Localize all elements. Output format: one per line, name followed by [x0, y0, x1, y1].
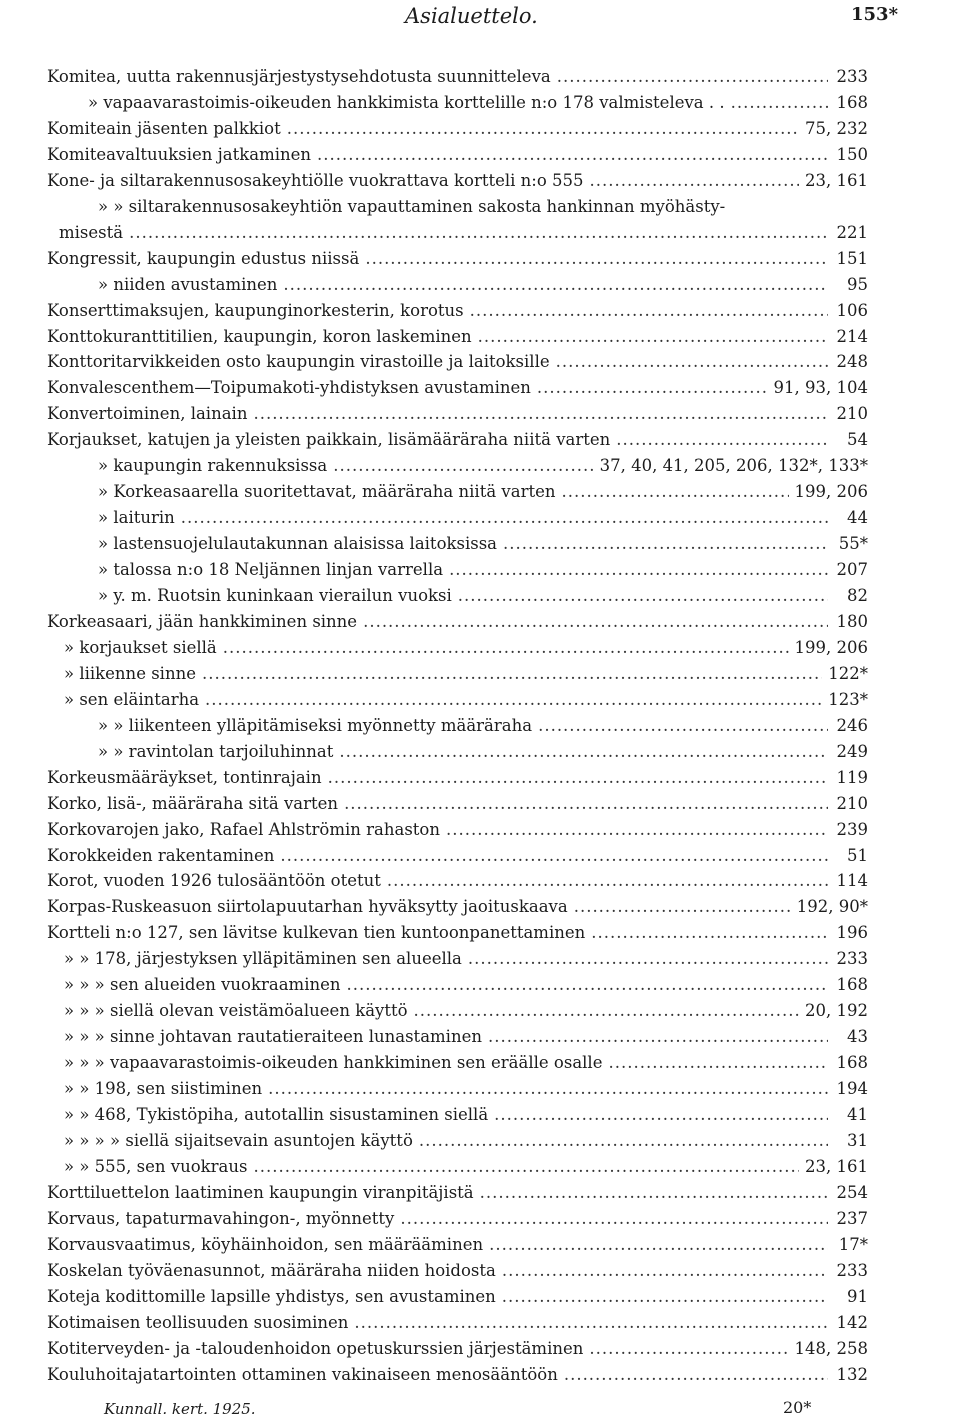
dot-leader [478, 324, 828, 350]
index-entry [47, 401, 868, 427]
index-entry [98, 739, 868, 765]
footer-signature: 20* [783, 1398, 812, 1417]
entry-page-ref: 246 [836, 715, 868, 735]
entry-text: Koteja kodittomille lapsille yhdistys, sen avustaminen [47, 1286, 496, 1306]
entry-page-ref: 23, 161 [805, 1156, 868, 1176]
index-entry [47, 168, 868, 194]
page-number: 153* [851, 4, 898, 25]
entry-page-ref: 142 [836, 1312, 868, 1332]
index-entry [47, 791, 868, 817]
dot-leader [419, 1128, 828, 1154]
dot-leader [354, 1310, 828, 1336]
index-entry [98, 713, 868, 739]
index-entry [64, 998, 868, 1024]
entry-page-ref: 82 [847, 586, 868, 605]
entry-text: Komitea, uutta rakennusjärjestystysehdotusta suunnitteleva [47, 67, 551, 86]
index-entry [64, 972, 868, 998]
index-entry [47, 1284, 868, 1310]
entry-page-ref: 210 [836, 793, 868, 813]
dot-leader [564, 1362, 828, 1388]
entry-text: » » » sinne johtavan rautatieraiteen lunastaminen [64, 1027, 482, 1047]
entry-text: Kone- ja siltarakennusosakeyhtiölle vuokrattava kortteli n:o 555 [47, 170, 584, 190]
index-entry [47, 298, 868, 324]
entry-page-ref: 150 [836, 144, 868, 164]
entry-text: Konvertoiminen, lainain [47, 404, 248, 424]
entry-page-ref: 54 [847, 430, 868, 450]
index-entry [98, 272, 868, 298]
entry-text: Korjaukset, katujen ja yleisten paikkain, lisämääräraha niitä varten [47, 430, 611, 450]
dot-leader [537, 375, 768, 401]
dot-leader [339, 739, 828, 765]
dot-leader [489, 1232, 828, 1258]
entry-text: » » » sen alueiden vuokraaminen [64, 975, 341, 995]
dot-leader [591, 920, 828, 946]
entry-text: » » 468, Tykistöpiha, autotallin sisustaminen siellä [64, 1105, 489, 1124]
dot-leader [287, 116, 799, 142]
entry-text: Korvaus, tapaturmavahingon-, myönnetty [47, 1208, 395, 1228]
dot-leader [202, 661, 822, 687]
entry-page-ref: 91 [847, 1286, 868, 1306]
index-entry [64, 1050, 868, 1076]
dot-leader [557, 64, 828, 90]
entry-text: » kaupungin rakennuksissa [98, 456, 328, 476]
entry-text: Korkeasaari, jään hankkiminen sinne [47, 611, 358, 631]
entry-text: Konttokuranttitilien, kaupungin, koron laskeminen [47, 326, 472, 346]
entry-page-ref: 148, 258 [794, 1338, 868, 1358]
entry-page-ref: 151 [836, 248, 868, 268]
dot-leader [574, 894, 791, 920]
dot-leader [365, 246, 828, 272]
index-entry [47, 1258, 868, 1284]
entry-page-ref: 20, 192 [805, 1001, 868, 1021]
index-entry [47, 1180, 868, 1206]
dot-leader [502, 1258, 828, 1284]
page-header [0, 4, 960, 34]
entry-text: Korpas-Ruskeasuon siirtolapuutarhan hyväksytty jaoituskaava [47, 897, 568, 917]
entry-page-ref: 168 [836, 975, 868, 995]
entry-page-ref: 207 [836, 560, 868, 580]
dot-leader [502, 1284, 828, 1310]
entry-text: » liikenne sinne [64, 663, 196, 683]
index-entry [88, 90, 868, 116]
dot-leader [333, 453, 593, 479]
dot-leader [205, 687, 822, 713]
entry-page-ref: 233 [836, 67, 868, 86]
dot-leader [470, 298, 828, 324]
dot-leader [503, 531, 828, 557]
index-entry [59, 220, 868, 246]
entry-page-ref: 119 [836, 767, 868, 787]
entry-text: » niiden avustaminen [98, 274, 278, 294]
entry-page-ref: 123* [828, 689, 868, 709]
entry-page-ref: 55* [838, 534, 868, 554]
index-entry [47, 1362, 868, 1388]
entry-page-ref: 196 [836, 923, 868, 943]
entry-text: » » 198, sen siistiminen [64, 1079, 263, 1099]
dot-leader [268, 1076, 828, 1102]
dot-leader [129, 220, 828, 246]
entry-text: » » ravintolan tarjoiluhinnat [98, 741, 334, 761]
dot-leader [589, 1336, 788, 1362]
entry-page-ref: 41 [847, 1105, 868, 1124]
index-entry [98, 531, 868, 557]
dot-leader [468, 946, 828, 972]
index-entry [47, 64, 868, 90]
dot-leader [317, 142, 828, 168]
entry-text: Korot, vuoden 1926 tulosääntöön otetut [47, 871, 381, 891]
index-entry [47, 246, 868, 272]
dot-leader [494, 1102, 828, 1128]
index-entry [47, 868, 868, 894]
entry-text: » » 555, sen vuokraus [64, 1156, 248, 1176]
entry-page-ref: 122* [828, 663, 868, 683]
entry-page-ref: 254 [836, 1182, 868, 1202]
entry-text: Konttoritarvikkeiden osto kaupungin virastoille ja laitoksille [47, 352, 550, 372]
entry-text: » y. m. Ruotsin kuninkaan vierailun vuoksi [98, 586, 452, 605]
index-entry [64, 661, 868, 687]
dot-leader [480, 1180, 828, 1206]
index-entry [47, 1232, 868, 1258]
entry-page-ref: 132 [836, 1364, 868, 1384]
index-entry [47, 894, 868, 920]
dot-leader [616, 427, 828, 453]
entry-text: » » » siellä olevan veistämöalueen käyttö [64, 1001, 408, 1021]
entry-page-ref: 249 [836, 741, 868, 761]
entry-page-ref: 194 [836, 1079, 868, 1099]
dot-leader [556, 349, 828, 375]
dot-leader [223, 635, 789, 661]
dot-leader [363, 609, 828, 635]
entry-page-ref: 17* [838, 1234, 868, 1254]
index-entry [98, 505, 868, 531]
entry-page-ref: 233 [836, 949, 868, 969]
index-entry [64, 1154, 868, 1180]
dot-leader [328, 765, 828, 791]
dot-leader [253, 1154, 799, 1180]
entry-page-ref: 192, 90* [796, 897, 868, 917]
index-entry [47, 349, 868, 375]
entry-text: » » liikenteen ylläpitämiseksi myönnetty määräraha [98, 715, 533, 735]
index-entry [64, 1102, 868, 1128]
dot-leader [590, 168, 799, 194]
entry-page-ref: 214 [836, 326, 868, 346]
entry-page-ref: 199, 206 [794, 637, 868, 657]
index-entry [64, 1076, 868, 1102]
entry-page-ref: 51 [847, 845, 868, 865]
entry-text: Koskelan työväenasunnot, määräraha niiden hoidosta [47, 1260, 496, 1280]
entry-text: » vapaavarastoimis-oikeuden hankkimista korttelille n:o 178 valmisteleva . . [88, 92, 725, 112]
index-entry [64, 1024, 868, 1050]
index-entry [47, 116, 868, 142]
index-entry [64, 946, 868, 972]
entry-page-ref: 168 [836, 1053, 868, 1073]
dot-leader [608, 1050, 828, 1076]
entry-text: » » » » siellä sijaitsevain asuntojen käyttö [64, 1130, 413, 1150]
entry-page-ref: 43 [847, 1027, 868, 1047]
dot-leader [458, 583, 828, 609]
index-entry [47, 427, 868, 453]
index-entry [64, 635, 868, 661]
entry-text: » » 178, järjestyksen ylläpitäminen sen alueella [64, 949, 462, 969]
running-title: Asialuettelo. [405, 4, 538, 28]
entry-page-ref: 23, 161 [805, 170, 868, 190]
entry-page-ref: 239 [836, 819, 868, 839]
index-entry [64, 1128, 868, 1154]
index-entry [47, 1310, 868, 1336]
dot-leader [400, 1206, 828, 1232]
entry-text: Korttiluettelon laatiminen kaupungin viranpitäjistä [47, 1182, 474, 1202]
index-entry [47, 817, 868, 843]
entry-text: Kouluhoitajatartointen ottaminen vakinaiseen menosääntöön [47, 1364, 558, 1384]
entry-page-ref: 44 [847, 508, 868, 528]
index-entry [47, 1336, 868, 1362]
index-entry [98, 583, 868, 609]
page-footer [0, 1396, 960, 1426]
index-entry [98, 557, 868, 583]
entry-page-ref: 91, 93, 104 [773, 378, 868, 398]
dot-leader [731, 90, 828, 116]
entry-page-ref: 210 [836, 404, 868, 424]
entry-text: Komiteain jäsenten palkkiot [47, 118, 281, 138]
entry-text: Kortteli n:o 127, sen lävitse kulkevan tien kuntoonpanettaminen [47, 923, 586, 943]
entry-page-ref: 248 [836, 352, 868, 372]
entry-text: » » » vapaavarastoimis-oikeuden hankkiminen sen eräälle osalle [64, 1053, 603, 1073]
entry-page-ref: 180 [836, 611, 868, 631]
entry-page-ref: 106 [836, 300, 868, 320]
entry-text: » laiturin [98, 508, 175, 528]
index-entry [47, 765, 868, 791]
entry-text: » lastensuojelulautakunnan alaisissa laitoksissa [98, 534, 498, 554]
index-entry [98, 194, 868, 220]
index-entry [98, 453, 868, 479]
dot-leader [253, 401, 828, 427]
entry-page-ref: 75, 232 [805, 118, 868, 138]
index-entry [47, 609, 868, 635]
entry-page-ref: 221 [836, 222, 868, 242]
entry-text: » sen eläintarha [64, 689, 200, 709]
entry-text: Konserttimaksujen, kaupunginorkesterin, korotus [47, 300, 464, 320]
entry-page-ref: 168 [836, 92, 868, 112]
dot-leader [181, 505, 828, 531]
entry-page-ref: 237 [836, 1208, 868, 1228]
index-entry [47, 920, 868, 946]
dot-leader [387, 868, 828, 894]
index-entry [47, 1206, 868, 1232]
index-entry [64, 687, 868, 713]
entry-text: Korko, lisä-, määräraha sitä varten [47, 793, 339, 813]
entry-page-ref: 37, 40, 41, 205, 206, 132*, 133* [599, 456, 868, 476]
entry-page-ref: 233 [836, 1260, 868, 1280]
entry-text: Kongressit, kaupungin edustus niissä [47, 248, 360, 268]
entry-text: Komiteavaltuuksien jatkaminen [47, 144, 312, 164]
entry-page-ref: 31 [847, 1130, 868, 1150]
index-entry [98, 479, 868, 505]
dot-leader [347, 972, 829, 998]
entry-text: » talossa n:o 18 Neljännen linjan varrella [98, 560, 444, 580]
entry-page-ref: 95 [847, 274, 868, 294]
entry-text: Korkovarojen jako, Rafael Ahlströmin rahaston [47, 819, 440, 839]
entry-text: Korokkeiden rakentaminen [47, 845, 275, 865]
index-entry [47, 142, 868, 168]
entry-text: misestä [59, 222, 124, 242]
entry-page-ref: 114 [836, 871, 868, 891]
dot-leader [344, 791, 828, 817]
entry-text: » korjaukset siellä [64, 637, 217, 657]
dot-leader [561, 479, 788, 505]
index-entry [47, 375, 868, 401]
dot-leader [538, 713, 828, 739]
dot-leader [280, 843, 828, 869]
dot-leader [488, 1024, 828, 1050]
footer-publication: Kunnall. kert. 1925. [104, 1400, 256, 1418]
dot-leader [283, 272, 828, 298]
entry-text: Kotiterveyden- ja -taloudenhoidon opetuskurssien järjestäminen [47, 1338, 584, 1358]
index-entry [47, 324, 868, 350]
entry-text: Kotimaisen teollisuuden suosiminen [47, 1312, 349, 1332]
entry-text: Korkeusmääräykset, tontinrajain [47, 767, 322, 787]
entry-text: Korvausvaatimus, köyhäinhoidon, sen määrääminen [47, 1234, 484, 1254]
entry-text: » Korkeasaarella suoritettavat, määräraha niitä varten [98, 482, 556, 502]
dot-leader [449, 557, 828, 583]
index-entry [47, 843, 868, 869]
entry-page-ref: 199, 206 [794, 482, 868, 502]
entry-text: » » siltarakennusosakeyhtiön vapauttaminen sakosta hankinnan myöhästy- [98, 196, 726, 216]
entry-text: Konvalescenthem—Toipumakoti-yhdistyksen avustaminen [47, 378, 531, 398]
dot-leader [446, 817, 828, 843]
dot-leader [414, 998, 799, 1024]
